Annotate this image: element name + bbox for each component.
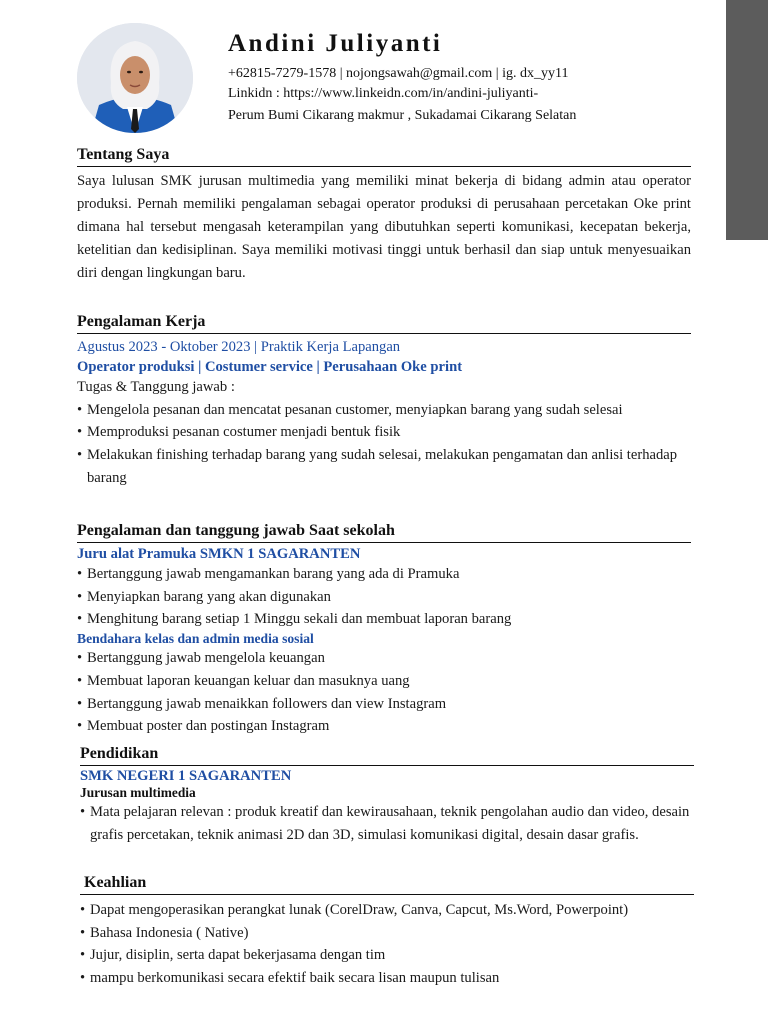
education-school: SMK NEGERI 1 SAGARANTEN (80, 768, 292, 784)
list-item: • Bertanggung jawab mengamankan barang yang ada di Pramuka (77, 566, 460, 582)
school-role-1: Juru alat Pramuka SMKN 1 SAGARANTEN (77, 546, 361, 562)
school-role-2-list (77, 647, 691, 738)
list-item: • Membuat laporan keuangan keluar dan masuknya uang (77, 672, 410, 689)
list-item: • Melakukan finishing terhadap barang yang sudah selesai, melakukan pengamatan dan anlisi terhadap barang (77, 447, 678, 486)
address-line: Perum Bumi Cikarang makmur , Sukadamai Cikarang Selatan (228, 108, 577, 123)
contact-line: +62815-7279-1578 | nojongsawah@gmail.com | ig. dx_yy11 (228, 66, 569, 81)
avatar (77, 23, 193, 133)
list-item: • Membuat poster dan postingan Instagram (77, 718, 330, 735)
about-title: Tentang Saya (77, 146, 691, 167)
school-role-1-list (77, 563, 691, 631)
education-list (80, 801, 694, 846)
work-duties-list (77, 399, 691, 490)
list-item: • Bertanggung jawab menaikkan followers dan view Instagram (77, 695, 447, 712)
skills-section (80, 874, 694, 990)
list-item: • Jujur, disiplin, serta dapat bekerjasama dengan tim (80, 947, 386, 964)
linkedin-line: Linkidn : https://www.linkeidn.com/in/andini-juliyanti- (228, 86, 539, 101)
skills-title: Keahlian (80, 874, 694, 895)
list-item: • Mengelola pesanan dan mencatat pesanan customer, menyiapkan barang yang sudah selesai (77, 401, 623, 418)
work-role: Operator produksi | Costumer service | Perusahaan Oke print (77, 359, 463, 375)
about-text: Saya lulusan SMK jurusan multimedia yang memiliki minat bekerja di bidang admin atau operator produksi. Pernah memiliki pengalaman sebagai operator produksi di perusahaan percetakan Oke print dimana hal tersebut mengasah keterampilan yang dibutuhkan seperti komunikasi, kecepatan bekerja, ketelitian dan kedisiplinan. Saya memiliki motivasi tinggi untuk berhasil dan siap untuk menyesuaikan diri dengan lingkungan baru. (77, 173, 691, 281)
candidate-name: Andini Juliyanti (228, 30, 443, 57)
work-section (77, 313, 691, 489)
work-title: Pengalaman Kerja (77, 313, 691, 334)
education-section (80, 745, 694, 846)
list-item: • Bahasa Indonesia ( Native) (80, 924, 249, 941)
list-item: • Dapat mengoperasikan perangkat lunak (CorelDraw, Canva, Capcut, Ms.Word, Powerpoint) (80, 902, 629, 918)
about-section (77, 146, 691, 285)
list-item: • mampu berkomunikasi secara efektif baik secara lisan maupun tulisan (80, 970, 500, 987)
list-item: • Memproduksi pesanan costumer menjadi bentuk fisik (77, 424, 401, 441)
skills-list (80, 899, 694, 990)
education-major: Jurusan multimedia (80, 785, 196, 800)
list-item: • Menyiapkan barang yang akan digunakan (77, 588, 331, 605)
work-period: Agustus 2023 - Oktober 2023 | Praktik Kerja Lapangan (77, 339, 401, 355)
list-item: • Menghitung barang setiap 1 Minggu sekali dan membuat laporan barang (77, 611, 512, 628)
school-role-2: Bendahara kelas dan admin media sosial (77, 631, 314, 647)
education-title: Pendidikan (80, 745, 694, 766)
profile-photo (77, 23, 193, 133)
list-item: • Bertanggung jawab mengelola keuangan (77, 650, 325, 667)
school-title: Pengalaman dan tanggung jawab Saat sekolah (77, 522, 691, 543)
list-item: • Mata pelajaran relevan : produk kreatif dan kewirausahaan, teknik pengolahan audio dan video, desain grafis percetakan, teknik animasi 2D dan 3D, simulasi komunikasi digital, desain dasar grafis. (80, 804, 690, 843)
school-section (77, 522, 691, 738)
scrollbar-thumb[interactable] (726, 0, 768, 240)
work-duties-label: Tugas & Tanggung jawab : (77, 379, 235, 395)
